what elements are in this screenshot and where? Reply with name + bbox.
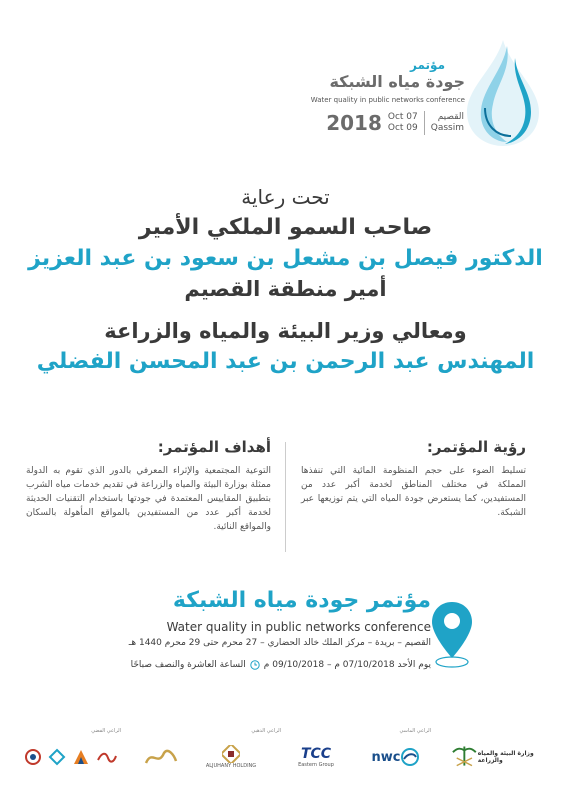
prince-name: الدكتور فيصل بن مشعل بن سعود بن عبد العزيز <box>28 246 543 271</box>
vision-heading: رؤية المؤتمر: <box>426 438 526 456</box>
venue-time: الساعة العاشرة والنصف صباحًا <box>130 660 246 670</box>
minister-name: المهندس عبد الرحمن بن عبد المحسن الفضلي <box>36 349 535 374</box>
diamond-logo-icon <box>48 748 66 766</box>
hrh-title: صاحب السمو الملكي الأمير <box>138 215 433 240</box>
venue-dates: يوم الأحد 07/10/2018 م – 09/10/2018 م <box>263 660 431 670</box>
date-range <box>388 112 418 134</box>
goals-text: التوعية المجتمعية والإثراء المعرفي بالدور الذي تقوم به الدولة ممثلة بوزارة البيئة والمياه والزراعة في تقديم خدمات مياه الشرب بتطبيق المقاييس المعتمدة في جودتها باستخدام التقنيات الحديثة لخدمة أكبر عدد من المستفيدين بالمواقع المأهولة بالسكان والمواقع النائية. <box>26 466 271 532</box>
nwc-wordmark: nwc <box>371 749 401 765</box>
clock-icon <box>250 660 260 670</box>
tcc-wordmark: TCC <box>300 746 332 762</box>
divider <box>424 111 425 135</box>
label-platinum: الراعي الماسي <box>399 728 431 734</box>
conference-title-en: Water quality in public networks conference <box>310 96 465 104</box>
patronage-section <box>0 185 571 374</box>
venue-section <box>0 580 571 680</box>
palm-emblem-icon <box>451 742 478 772</box>
eastern-wordmark: Eastern Group <box>298 762 334 768</box>
date-start: Oct 07 <box>387 112 418 122</box>
goals-heading: أهداف المؤتمر: <box>157 438 271 456</box>
silver-sponsors-logos <box>11 740 131 774</box>
label-gold: الراعي الذهبي <box>251 728 281 734</box>
nwc-logo <box>361 740 431 774</box>
year: 2018 <box>326 111 382 135</box>
venue-address: القصيم – بريدة – مركز الملك خالد الحضاري – 27 محرم حتى 29 محرم 1440 هـ <box>128 638 431 648</box>
city-ar: القصيم <box>437 112 464 122</box>
aljuhany-emblem-icon <box>222 745 240 763</box>
venue-title-en: Water quality in public networks conference <box>166 620 431 634</box>
city <box>431 112 464 134</box>
aljuhany-logo <box>191 740 271 774</box>
wave-logo-icon <box>96 748 118 766</box>
venue-schedule <box>131 660 431 670</box>
gold-sponsor-logo <box>141 740 181 774</box>
calligraphy-logo-icon <box>144 745 178 769</box>
date-block <box>326 108 464 138</box>
label-silver: الراعي الفضي <box>91 728 121 734</box>
tcc-logo <box>281 740 351 774</box>
sponsors-bar <box>0 728 571 788</box>
minister-title: ومعالي وزير البيئة والمياه والزراعة <box>104 319 467 343</box>
nwc-swirl-icon <box>400 747 420 767</box>
goals-section <box>26 438 271 534</box>
under-patronage: تحت رعاية <box>241 185 330 209</box>
ka-logo-icon <box>72 748 90 766</box>
venue-title-ar: مؤتمر جودة مياه الشبكة <box>172 588 431 613</box>
aljuhany-name: ALJUHANY HOLDING <box>205 763 257 769</box>
date-end: Oct 09 <box>387 123 418 133</box>
water-drop-logo-icon <box>455 38 550 148</box>
city-en: Qassim <box>430 123 464 133</box>
conference-title: جودة مياه الشبكة <box>329 72 465 91</box>
circle-logo-icon <box>24 748 42 766</box>
emir-title: أمير منطقة القصيم <box>184 277 387 301</box>
ministry-name: وزارة البيئة والمياه والزراعة <box>477 750 534 764</box>
column-divider <box>285 442 286 552</box>
conference-title-small: مؤتمر <box>410 58 445 72</box>
ministry-logo <box>451 740 561 774</box>
conference-header <box>310 38 560 148</box>
vision-section <box>301 438 526 520</box>
vision-text: تسليط الضوء على حجم المنظومة المائية التي تنفذها المملكة في مختلف المناطق لخدمة أكبر عدد من المستفيدين، كما يستعرض جودة المياه التي يتم توزيعها عبر الشبكة. <box>301 466 526 518</box>
location-pin-icon <box>430 600 474 668</box>
